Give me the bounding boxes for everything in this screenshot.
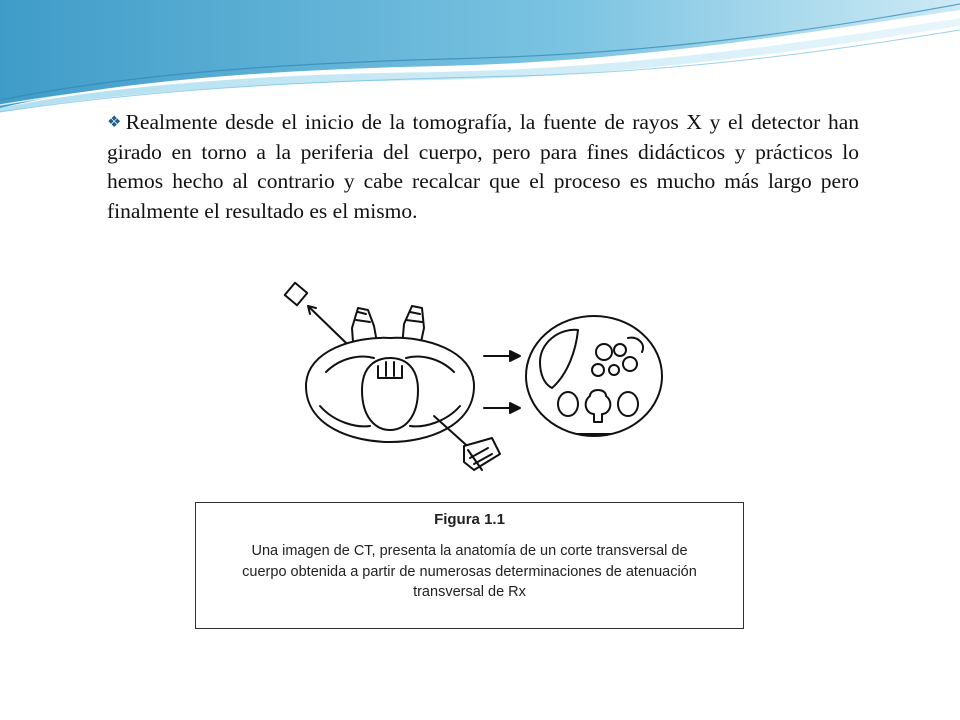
figure-caption-text: Una imagen de CT, presenta la anatomía de un corte transversal de cuerpo obtenida a partir de numerosas determinaciones de atenuación transversal de Rx <box>242 543 697 600</box>
ct-figure-illustration <box>278 266 682 496</box>
ct-cross-section-icon <box>526 316 662 436</box>
detector-icon <box>434 416 500 470</box>
bullet-paragraph <box>107 108 859 226</box>
patient-body-icon <box>306 306 474 442</box>
figure-title: Figura 1.1 <box>434 511 505 528</box>
figure-caption-box <box>195 502 744 629</box>
arrow-icon <box>484 351 520 413</box>
diamond-bullet-icon: ❖ <box>107 114 124 131</box>
paragraph-text: Realmente desde el inicio de la tomografía, la fuente de rayos X y el detector han girado en torno a la periferia del cuerpo, pero para fines didácticos y prácticos lo hemos hecho al contrario y cabe recalcar que el proceso es mucho más largo pero finalmente el resultado es el mismo. <box>107 110 859 223</box>
header-wave-decoration <box>0 0 960 120</box>
